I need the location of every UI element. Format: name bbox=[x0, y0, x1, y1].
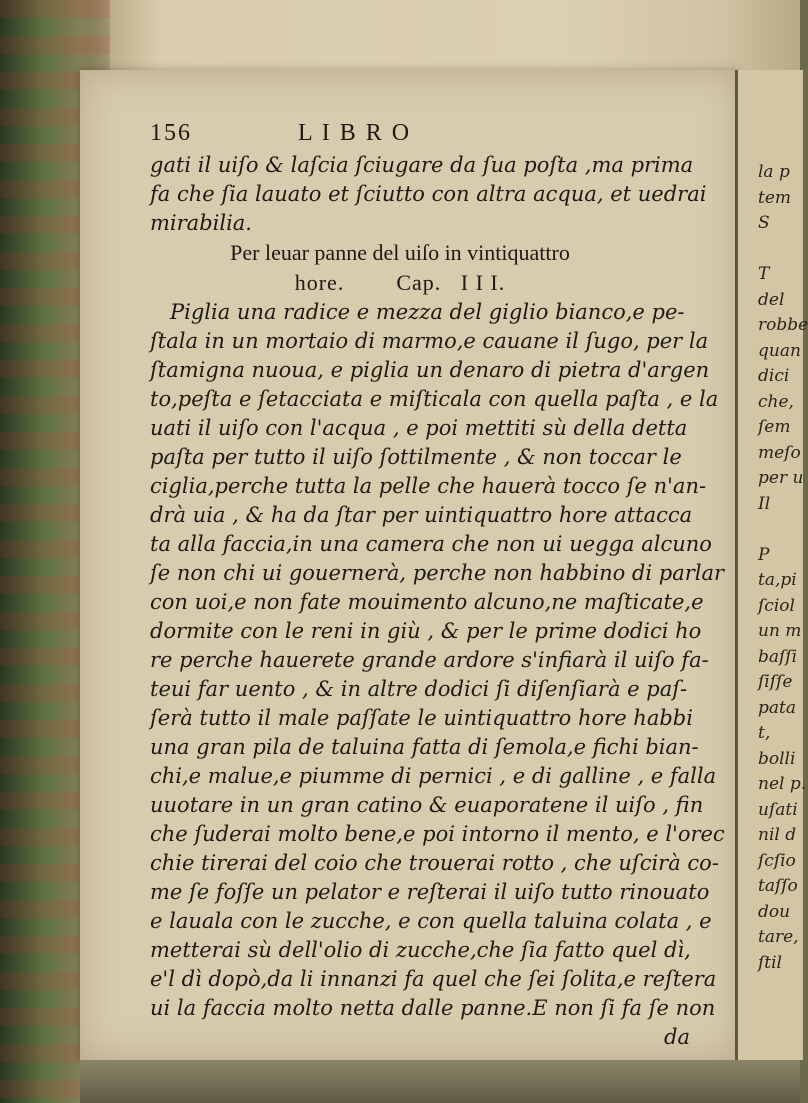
running-title: L I B R O bbox=[298, 120, 412, 146]
facing-page-fragment: ſem bbox=[758, 417, 791, 437]
facing-page-fragment: tem bbox=[758, 187, 792, 208]
facing-page-fragment: ſciol bbox=[758, 595, 795, 616]
body-line: che ſuderai molto bene,e poi intorno il mento, e l'orec bbox=[150, 822, 725, 846]
facing-page-fragment: un m bbox=[758, 621, 802, 641]
chapter-subtitle: hore. Cap. I I I. bbox=[294, 270, 506, 295]
facing-page-fragment: robbe bbox=[758, 315, 808, 335]
facing-page-fragment: ſtil bbox=[758, 952, 782, 973]
page-number: 156 bbox=[150, 120, 192, 146]
intro-line: gati il uiſo & laſcia ſciugare da ſua poſta ,ma prima bbox=[150, 153, 694, 177]
facing-page-fragment: ſcſio bbox=[758, 850, 796, 871]
facing-page-fragment: nil d bbox=[758, 825, 797, 845]
body-line: ſerà tutto il male paſſate le uintiquattro hore habbi bbox=[150, 706, 693, 730]
facing-page-fragment: pata bbox=[758, 697, 796, 718]
body-line: uuotare in un gran catino & euaporatene il uiſo , fin bbox=[150, 793, 704, 817]
facing-page-fragment: S bbox=[758, 213, 770, 233]
body-line: ta alla faccia,in una camera che non ui uegga alcuno bbox=[150, 532, 712, 556]
body-line: Piglia una radice e mezza del giglio bianco,e pe- bbox=[170, 300, 685, 324]
body-line: drà uia , & ha da ſtar per uintiquattro hore attacca bbox=[150, 503, 693, 527]
facing-page-fragment: per u bbox=[758, 468, 804, 488]
body-line: chi,e malue,e piumme di pernici , e di galline , e falla bbox=[150, 764, 717, 788]
body-line: me ſe foſſe un pelator e reſterai il uiſo tutto rinouato bbox=[150, 880, 710, 904]
body-line: re perche hauerete grande ardore s'infiarà il uiſo fa- bbox=[150, 648, 709, 672]
facing-page-fragment: tare, bbox=[758, 927, 799, 947]
facing-page-fragment: uſati bbox=[758, 799, 798, 820]
facing-page-fragment: dou bbox=[758, 901, 791, 922]
body-line: e lauala con le zucche, e con quella taluina colata , e bbox=[150, 909, 712, 933]
body-line: e'l dì dopò,da li innanzi fa quel che ſei ſolita,e reſtera bbox=[150, 967, 717, 991]
facing-page-fragment: meſo bbox=[758, 442, 801, 463]
facing-page-fragment: ta,pi bbox=[758, 570, 797, 590]
facing-page-fragment: quan bbox=[758, 340, 801, 361]
body-line: ſtala in un mortaio di marmo,e cauane il ſugo, per la bbox=[150, 329, 709, 353]
facing-page-fragment: T bbox=[758, 264, 770, 284]
facing-page-fragment: bolli bbox=[758, 748, 796, 769]
body-paragraph bbox=[150, 298, 730, 1023]
facing-page-fragment: taſſo bbox=[758, 876, 798, 896]
facing-page-fragment: t, bbox=[758, 723, 771, 743]
chapter-title: Per leuar panne del uiſo in vintiquattro bbox=[230, 240, 570, 265]
running-header bbox=[150, 120, 730, 147]
facing-page-fragment: del bbox=[758, 289, 785, 310]
intro-line: mirabilia. bbox=[150, 211, 252, 235]
body-line: ſe non chi ui gouernerà, perche non habbino di parlar bbox=[150, 561, 725, 585]
body-line: ciglia,perche tutta la pelle che hauerà tocco ſe n'an- bbox=[150, 474, 707, 498]
facing-page-fragment: ſiſſe bbox=[758, 672, 793, 692]
facing-page-fragment: che, bbox=[758, 391, 794, 412]
body-line: paſta per tutto il uiſo ſottilmente , & non toccar le bbox=[150, 445, 682, 469]
body-line: dormite con le reni in giù , & per le prime dodici ho bbox=[150, 619, 702, 643]
page-text bbox=[150, 120, 730, 1052]
catchword: da bbox=[664, 1025, 690, 1049]
body-line: ſtamigna nuoua, e piglia un denaro di pietra d'argen bbox=[150, 358, 710, 382]
facing-page-fragments bbox=[758, 160, 808, 976]
facing-page-fragment: dici bbox=[758, 366, 790, 386]
body-line: chie tirerai del coio che trouerai rotto , che uſcirà co- bbox=[150, 851, 719, 875]
facing-page-fragment bbox=[758, 237, 808, 263]
body-line: teui far uento , & in altre dodici ſi diſenſiarà e paſ- bbox=[150, 677, 688, 701]
body-line: to,peſta e ſetacciata e miſticala con quella paſta , e la bbox=[150, 387, 719, 411]
facing-page bbox=[735, 70, 808, 1060]
body-line: metterai sù dell'olio di zucche,che ſia fatto quel dì, bbox=[150, 938, 691, 962]
body-line: ui la faccia molto netta dalle panne.E non ſi fa ſe non bbox=[150, 996, 716, 1020]
body-line: con uoi,e non fate mouimento alcuno,ne maſticate,e bbox=[150, 590, 704, 614]
facing-page-fragment: baſſi bbox=[758, 646, 798, 667]
body-line: uati il uiſo con l'acqua , e poi mettiti sù della detta bbox=[150, 416, 688, 440]
facing-page-fragment bbox=[758, 517, 808, 543]
body-line: una gran pila de taluina fatta di ſemola,e fichi bian- bbox=[150, 735, 699, 759]
intro-line: fa che ſia lauato et ſciutto con altra acqua, et uedrai bbox=[150, 182, 707, 206]
facing-page-fragment: Il bbox=[758, 493, 771, 514]
facing-page-fragment: P bbox=[758, 544, 770, 565]
facing-page-fragment: nel p. bbox=[758, 774, 807, 794]
page-bottom-shadow bbox=[80, 1060, 800, 1103]
facing-page-fragment: la p bbox=[758, 162, 790, 182]
